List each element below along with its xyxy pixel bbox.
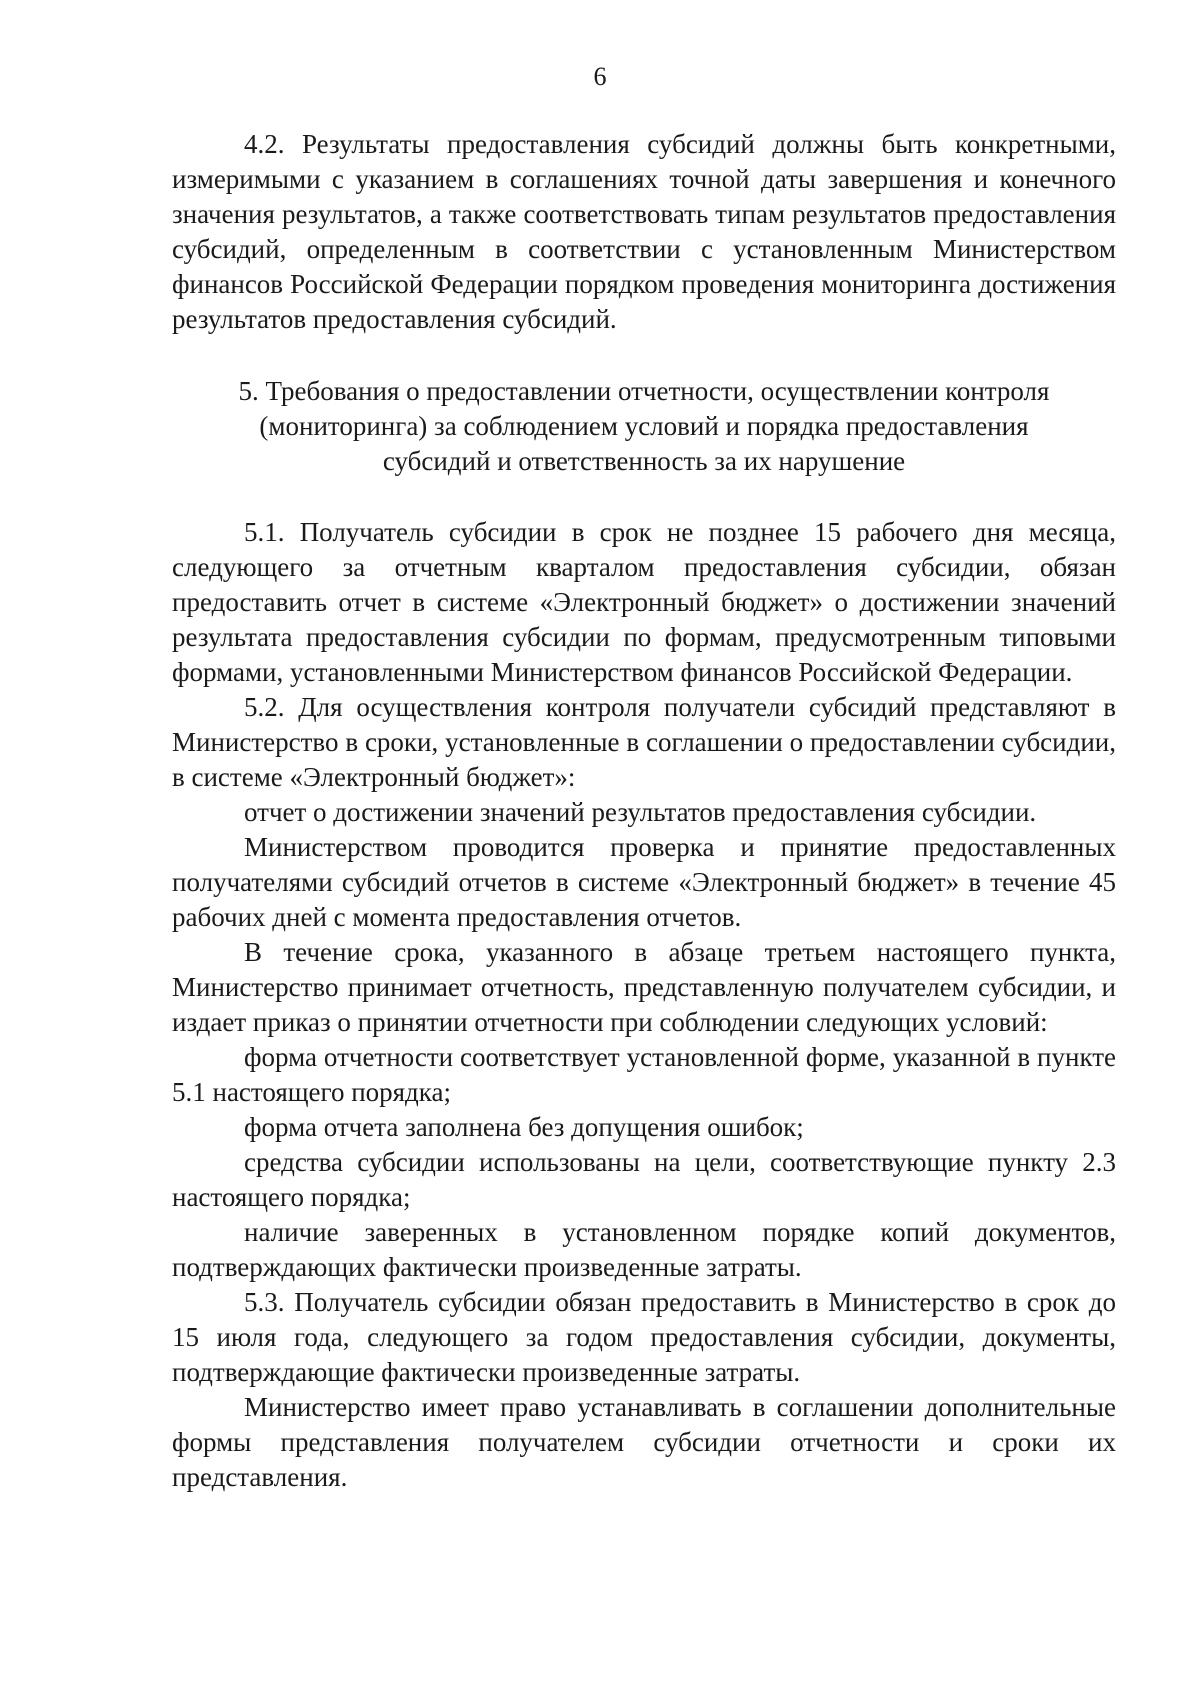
paragraph-4-2: 4.2. Результаты предоставления субсидий должны быть конкретными, измеримыми с указанием в соглашениях точной даты завершения и конечного значения результатов, а также соответствовать типам результатов предоставления субсидий, определенным в соответствии с установленным Министерством финансов Российской Федерации порядком проведения мониторинга достижения результатов предоставления субсидий. — [172, 129, 1116, 334]
condition-item: форма отчетности соответствует установленной форме, указанной в пункте 5.1 настоящего порядка; — [172, 1042, 1116, 1107]
paragraph-verification: Министерством проводится проверка и принятие предоставленных получателями субсидий отчетов в системе «Электронный бюджет» в течение 45 рабочих дней с момента предоставления отчетов. — [172, 832, 1116, 932]
page-number: 6 — [593, 62, 607, 91]
paragraph-additional-forms: Министерство имеет право устанавливать в соглашении дополнительные формы представления получателем субсидии отчетности и сроки их представления. — [172, 1392, 1116, 1492]
section-heading — [172, 374, 1116, 479]
section-heading-line: (мониторинга) за соблюдением условий и порядка предоставления — [259, 411, 1029, 441]
paragraph-report: отчет о достижении значений результатов предоставления субсидии. — [244, 797, 1037, 827]
section-heading-line: 5. Требования о предоставлении отчетности, осуществлении контроля — [238, 376, 1050, 406]
section-heading-line: субсидий и ответственность за их нарушение — [382, 446, 906, 476]
paragraph-acceptance: В течение срока, указанного в абзаце третьем настоящего пункта, Министерство принимает отчетность, представленную получателем субсидии, и издает приказ о принятии отчетности при соблюдении следующих условий: — [172, 937, 1116, 1037]
paragraph-5-3: 5.3. Получатель субсидии обязан предоставить в Министерство в срок до 15 июля года, следующего за годом предоставления субсидии, документы, подтверждающие фактически произведенные затраты. — [172, 1287, 1116, 1387]
paragraph-5-2: 5.2. Для осуществления контроля получатели субсидий представляют в Министерство в сроки, установленные в соглашении о предоставлении субсидии, в системе «Электронный бюджет»: — [172, 692, 1116, 792]
paragraph-5-1: 5.1. Получатель субсидии в срок не позднее 15 рабочего дня месяца, следующего за отчетным кварталом предоставления субсидии, обязан предоставить отчет в системе «Электронный бюджет» о достижении значений результата предоставления субсидии по формам, предусмотренным типовыми формами, установленными Министерством финансов Российской Федерации. — [172, 517, 1116, 687]
condition-item: форма отчета заполнена без допущения ошибок; — [244, 1112, 804, 1142]
document-body — [172, 127, 1116, 1495]
condition-item: наличие заверенных в установленном порядке копий документов, подтверждающих фактически произведенные затраты. — [172, 1217, 1116, 1282]
condition-item: средства субсидии использованы на цели, соответствующие пункту 2.3 настоящего порядка; — [172, 1147, 1116, 1212]
